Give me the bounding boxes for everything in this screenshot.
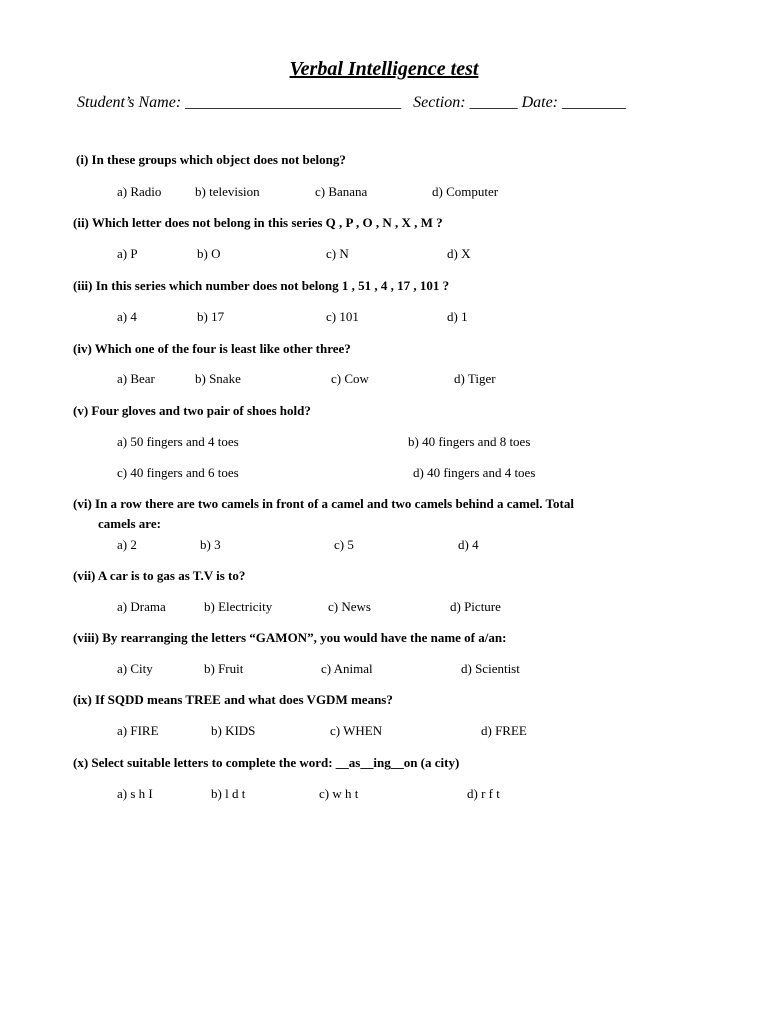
page-title: Verbal Intelligence test — [289, 58, 479, 80]
question-4: (iv) Which one of the four is least like other three? — [73, 341, 351, 356]
option-5c: c) 40 fingers and 6 toes — [117, 465, 239, 480]
question-10: (x) Select suitable letters to complete the word: __as__ing__on (a city) — [73, 755, 460, 770]
question-3: (iii) In this series which number does not belong 1 , 51 , 4 , 17 , 101 ? — [73, 278, 450, 293]
option-7d: d) Picture — [450, 599, 501, 614]
option-6b: b) 3 — [200, 537, 221, 552]
option-1a: a) Radio — [117, 184, 162, 199]
option-5b: b) 40 fingers and 8 toes — [408, 434, 531, 449]
option-2b: b) O — [197, 246, 221, 261]
option-10a: a) s h I — [117, 786, 153, 801]
option-5a: a) 50 fingers and 4 toes — [117, 434, 239, 449]
question-5: (v) Four gloves and two pair of shoes hold? — [73, 403, 311, 418]
option-8c: c) Animal — [321, 661, 373, 676]
option-6a: a) 2 — [117, 537, 137, 552]
date-label: Date: ________ — [521, 94, 626, 111]
option-7c: c) News — [328, 599, 371, 614]
option-4d: d) Tiger — [454, 371, 496, 386]
question-1: (i) In these groups which object does not belong? — [76, 152, 346, 167]
option-7a: a) Drama — [117, 599, 166, 614]
option-6d: d) 4 — [458, 537, 479, 552]
option-9b: b) KIDS — [211, 723, 256, 738]
option-8d: d) Scientist — [461, 661, 520, 676]
section-label: Section: ______ — [413, 94, 518, 111]
option-8b: b) Fruit — [204, 661, 244, 676]
option-10d: d) r f t — [467, 786, 500, 801]
option-3d: d) 1 — [447, 309, 468, 324]
option-10c: c) w h t — [319, 786, 359, 801]
option-10b: b) l d t — [211, 786, 246, 801]
option-8a: a) City — [117, 661, 153, 676]
question-2: (ii) Which letter does not belong in this series Q , P , O , N , X , M ? — [73, 215, 443, 230]
question-6-continued: camels are: — [98, 516, 161, 531]
option-9a: a) FIRE — [117, 723, 159, 738]
option-3a: a) 4 — [117, 309, 137, 324]
option-9d: d) FREE — [481, 723, 527, 738]
question-6: (vi) In a row there are two camels in front of a camel and two camels behind a camel. Total — [73, 496, 574, 511]
option-6c: c) 5 — [334, 537, 354, 552]
student-info-line — [77, 94, 626, 112]
option-1c: c) Banana — [315, 184, 368, 199]
option-2a: a) P — [117, 246, 138, 261]
option-7b: b) Electricity — [204, 599, 273, 614]
option-5d: d) 40 fingers and 4 toes — [413, 465, 536, 480]
option-1b: b) television — [195, 184, 260, 199]
student-name-label: Student’s Name: ___________________________ — [77, 94, 402, 111]
option-2c: c) N — [326, 246, 349, 261]
question-9: (ix) If SQDD means TREE and what does VGDM means? — [73, 692, 393, 707]
question-8: (viii) By rearranging the letters “GAMON”, you would have the name of a/an: — [73, 630, 507, 645]
option-4b: b) Snake — [195, 371, 241, 386]
option-4a: a) Bear — [117, 371, 155, 386]
option-3b: b) 17 — [197, 309, 225, 324]
option-1d: d) Computer — [432, 184, 499, 199]
option-3c: c) 101 — [326, 309, 359, 324]
option-2d: d) X — [447, 246, 471, 261]
option-9c: c) WHEN — [330, 723, 383, 738]
option-4c: c) Cow — [331, 371, 369, 386]
question-7: (vii) A car is to gas as T.V is to? — [73, 568, 246, 583]
